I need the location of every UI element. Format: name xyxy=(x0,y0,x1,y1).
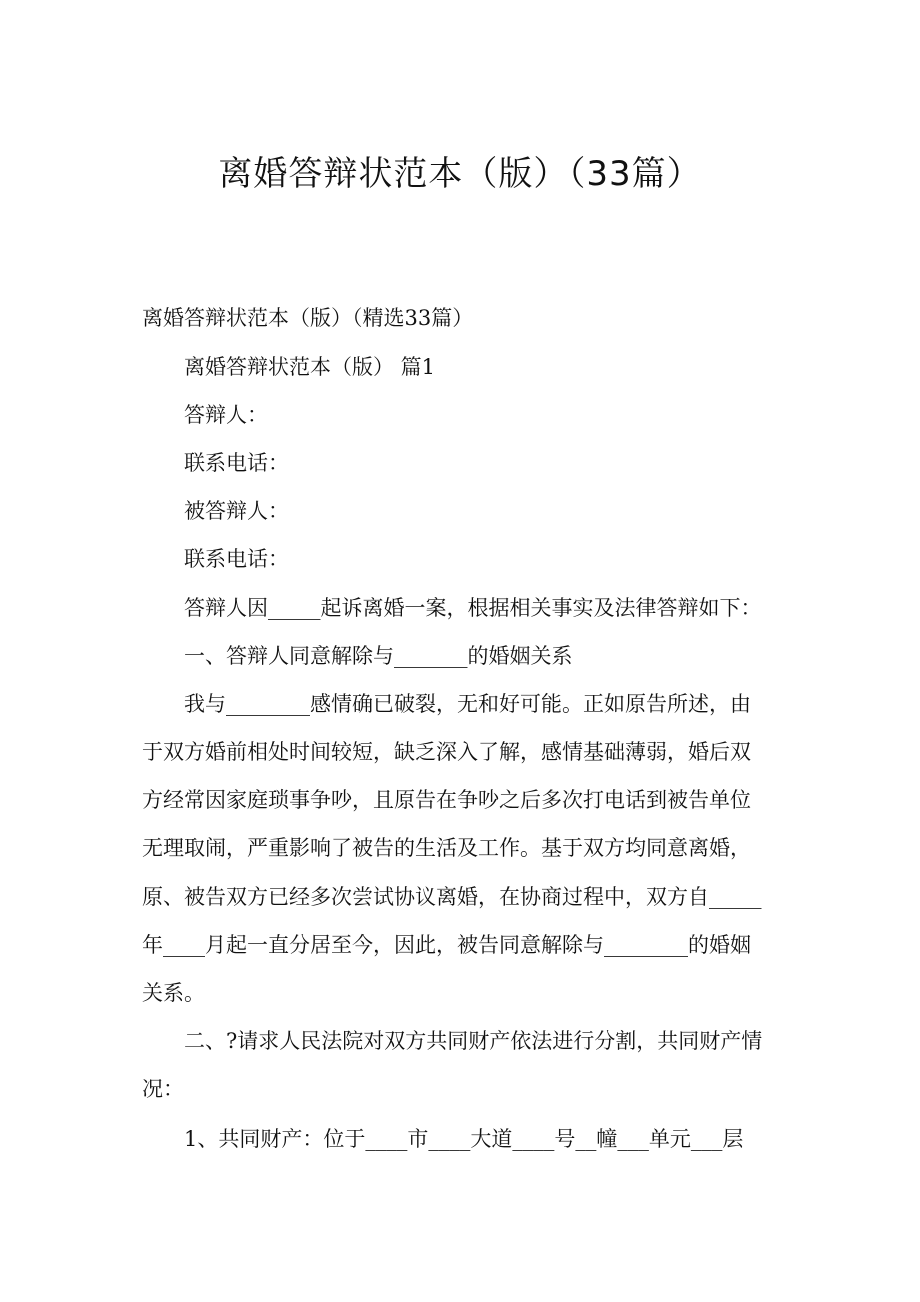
point1-line: 关系。 xyxy=(142,981,205,1005)
intro-paragraph: 答辩人因_____起诉离婚一案，根据相关事实及法律答辩如下： xyxy=(184,596,762,620)
point1-line: 方经常因家庭琐事争吵，且原告在争吵之后多次打电话到被告单位 xyxy=(142,788,751,812)
respondent-label: 答辩人： xyxy=(184,403,268,427)
point1-line: 我与________感情确已破裂，无和好可能。正如原告所述，由 xyxy=(184,692,751,716)
point2-line: 况： xyxy=(142,1077,184,1101)
other-party-label: 被答辩人： xyxy=(184,499,289,523)
respondent-phone-label: 联系电话： xyxy=(184,451,289,475)
document-subtitle: 离婚答辩状范本（版）（精选33篇） xyxy=(142,306,474,330)
point2-item1: 1、共同财产：位于____市____大道____号__幢___单元___层 xyxy=(184,1127,744,1151)
point1-line: 原、被告双方已经多次尝试协议离婚，在协商过程中，双方自_____ xyxy=(142,885,762,909)
document-title: 离婚答辩状范本（版）（33篇） xyxy=(218,154,702,194)
point2-line: 二、?请求人民法院对双方共同财产依法进行分割，共同财产情 xyxy=(184,1029,763,1053)
point1-line: 于双方婚前相处时间较短，缺乏深入了解，感情基础薄弱，婚后双 xyxy=(142,740,751,764)
point1-line: 年____月起一直分居至今，因此，被告同意解除与________的婚姻 xyxy=(142,933,751,957)
section-heading: 离婚答辩状范本（版） 篇1 xyxy=(184,355,436,379)
point1-line: 无理取闹，严重影响了被告的生活及工作。基于双方均同意离婚， xyxy=(142,836,751,860)
other-party-phone-label: 联系电话： xyxy=(184,547,289,571)
point1-heading: 一、答辩人同意解除与_______的婚姻关系 xyxy=(184,644,573,668)
